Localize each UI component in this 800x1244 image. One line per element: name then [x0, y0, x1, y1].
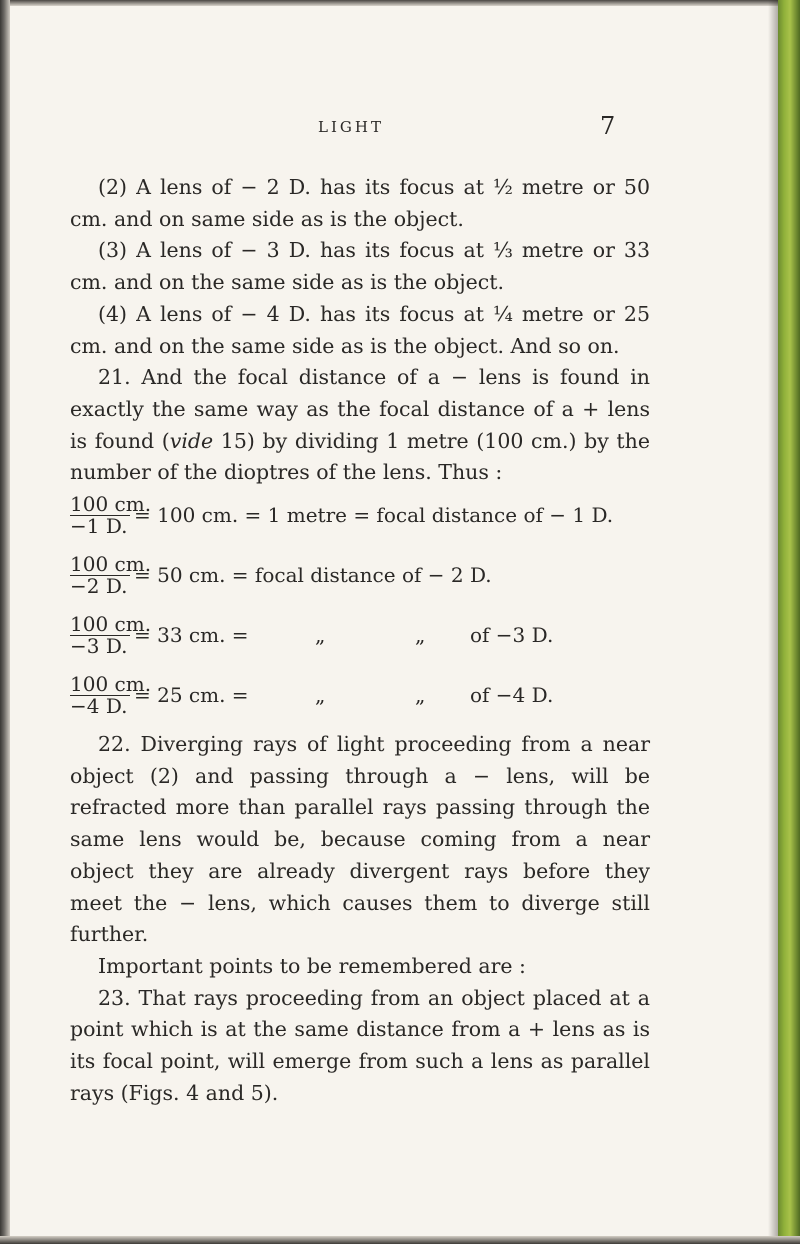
fraction-denominator: −4 D.: [70, 694, 128, 719]
fraction-numerator: 100 cm.: [70, 492, 152, 517]
book-cover-edge: [778, 0, 800, 1244]
ditto-mark: „: [315, 683, 326, 708]
running-head: LIGHT: [318, 118, 384, 136]
section-21-text-start: 21. And the focal distance of a − lens is found in exactly the same way as the focal distance of a + lens is found (: [70, 365, 650, 453]
paragraph-section-22: 22. Diverging rays of light proceeding from a near object (2) and passing through a − lens, will be refracted more than parallel rays passing through the same lens would be, because coming from a near object they are already divergent rays before they meet the − lens, which causes them to diverge still further.: [70, 732, 650, 947]
vide-italic: vide: [169, 428, 214, 453]
fraction-denominator: −2 D.: [70, 574, 128, 599]
ditto-mark: „: [415, 683, 426, 708]
page-left-edge: [0, 0, 10, 1244]
equation-result: = 50 cm. = focal distance of − 2 D.: [134, 563, 492, 588]
body-text: [70, 172, 650, 1109]
ditto-mark: „: [415, 623, 426, 648]
equation-result: = 25 cm. =: [134, 683, 249, 708]
page-bottom-edge: [0, 1236, 800, 1244]
paragraph-item-3: (3) A lens of − 3 D. has its focus at ⅓ metre or 33 cm. and on the same side as is the object.: [70, 238, 650, 295]
equation-result: = 100 cm. = 1 metre = focal distance of − 1 D.: [134, 503, 614, 528]
paragraph-important: Important points to be remembered are :: [98, 953, 526, 978]
page-header: [0, 112, 780, 158]
fraction-numerator: 100 cm.: [70, 552, 152, 577]
page-right-shadow: [768, 0, 778, 1244]
equation-block: [70, 489, 650, 729]
fraction-denominator: −1 D.: [70, 514, 128, 539]
section-21-text-end: 15) by dividing 1 metre (100 cm.) by the number of the dioptres of the lens. Thus :: [70, 428, 650, 485]
fraction-numerator: 100 cm.: [70, 672, 152, 697]
page-number: 7: [600, 112, 616, 140]
fraction-denominator: −3 D.: [70, 634, 128, 659]
paragraph-item-4: (4) A lens of − 4 D. has its focus at ¼ metre or 25 cm. and on the same side as is the object. And so on.: [70, 301, 650, 358]
equation-tail: of −4 D.: [470, 683, 554, 708]
ditto-mark: „: [315, 623, 326, 648]
paragraph-section-21: [70, 362, 650, 489]
paragraph-item-2: (2) A lens of − 2 D. has its focus at ½ metre or 50 cm. and on same side as is the object.: [70, 175, 650, 231]
equation-result: = 33 cm. =: [134, 623, 249, 648]
page-top-edge: [0, 0, 800, 6]
equation-tail: of −3 D.: [470, 623, 554, 648]
fraction-numerator: 100 cm.: [70, 612, 152, 637]
paragraph-section-23: 23. That rays proceeding from an object placed at a point which is at the same distance from a + lens as is its focal point, will emerge from such a lens as parallel rays (Figs. 4 and 5).: [70, 985, 650, 1105]
